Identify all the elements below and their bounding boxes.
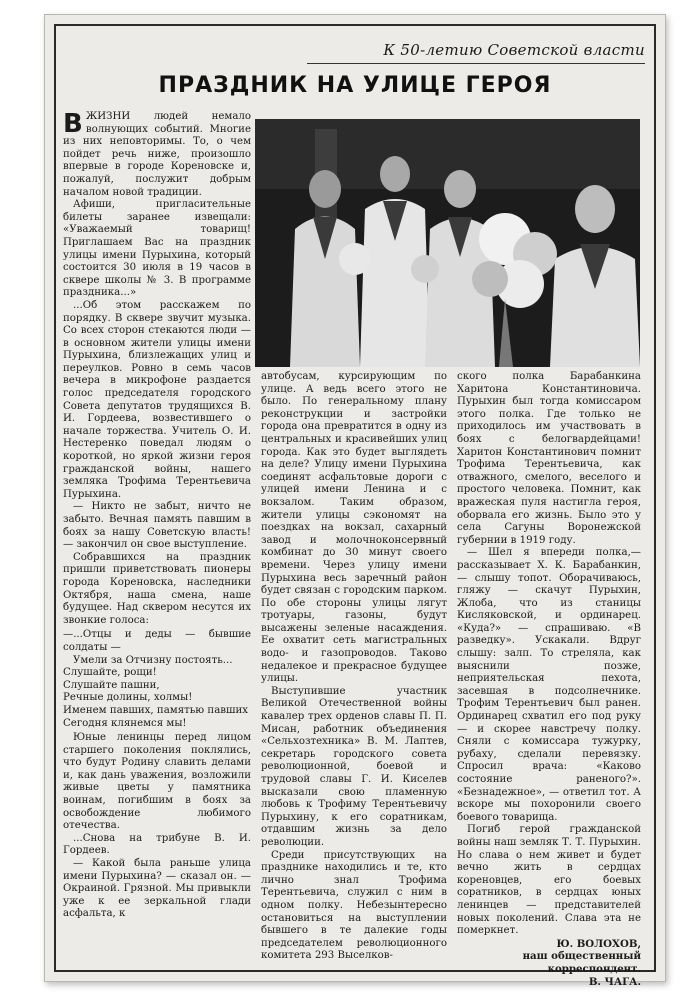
signature-role: наш общественный bbox=[522, 950, 641, 963]
paragraph: автобусам, курсирующим по улице. А ведь всего этого не было. По генеральному плану реконструкции и застройки города она превратится в одну из центральных и красивейших улиц города. Как это будет выглядеть на деле? Улицу имени Пурыхина соединят асфальтовые дороги с улицей имени Ленина и с вокзалом. Таким образом, жители улицы сэкономят на поездках на вокзал, сахарный завод и молочноконсервный комбинат до 30 минут своего времени. Через улицу имени Пурыхина весь заречный район будет связан с городским парком. По обе стороны улицы лягут тротуары, газоны, будут высажены зеленые насаждения. Ее охватит сеть магистральных водо- и газопроводов. Таково недалекое и прекрасное будущее улицы. bbox=[261, 371, 447, 685]
photo-image bbox=[255, 119, 640, 367]
paragraph: ...Снова на трибуне В. И. Гордеев. bbox=[63, 832, 251, 857]
poem-line: Именем павших, памятью павших bbox=[63, 704, 249, 716]
poem-line: Сегодня клянемся мы! bbox=[63, 717, 187, 729]
photo-pioneers-with-flowers bbox=[255, 119, 640, 367]
paragraph: — Шел я впереди полка,— рассказывает Х. К. Барабанкин, — слышу топот. Оборачиваюсь, гляжу — скачут Пурыхин, Жлоба, что из станицы Кисляковской, и ординарец. «Куда?» — спрашиваю. «В разведку». Ускакали. Вдруг слышу: залп. То стреляла, как выяснили позже, неприятельская пехота, засевшая в подсолнечнике. Трофим Терентьевич был ранен. Ординарец схватил его под руку — и скорее навстречу полку. Сняли с комиссара тужурку, рубаху, сделали перевязку. Спросил врача: «Каково состояние раненого?». «Безнадежное», — ответил тот. А вскоре мы похоронили своего боевого товарища. bbox=[457, 547, 641, 823]
newspaper-clipping bbox=[44, 14, 666, 988]
paragraph: ...Об этом расскажем по порядку. В сквере звучит музыка. Со всех сторон стекаются люди — в основном жители улицы имени Пурыхина, близлежащих улиц и переулков. Ровно в семь часов вечера в микрофоне раздается голос председателя городского Совета депутатов трудящихся В. И. Гордеева, возвестившего о начале торжества. Учитель О. И. Нестеренко поведал людям о короткой, но яркой жизни героя гражданской войны, нашего земляка Трофима Терентьевича Пурыхина. bbox=[63, 299, 251, 500]
paragraph: ского полка Барабанкина Харитона Константиновича. Пурыхин был тогда комиссаром этого полка. Где только не приходилось им участвовать в боях с белогвардейцами! Харитон Константинович помнит Трофима Терентьевича, как отважного, смелого, веселого и простого человека. Помнит, как вражеская пуля настигла героя, оборвала его жизнь. Было это у села Сагуны Воронежской губернии в 1919 году. bbox=[457, 371, 641, 546]
rubric-rule bbox=[307, 63, 645, 64]
paragraph: Афиши, пригласительные билеты заранее извещали: «Уважаемый товарищ! Приглашаем Вас на праздник улицы имени Пурыхина, который состоится 30 июля в 19 часов в сквере школы № 3. В программе праздника...» bbox=[63, 199, 251, 299]
drop-cap: В bbox=[63, 109, 83, 139]
headline: ПРАЗДНИК НА УЛИЦЕ ГЕРОЯ bbox=[158, 73, 552, 98]
paragraph: Среди присутствующих на празднике находились и те, кто лично знал Трофима Терентьевича, служил с ним в одном полку. Небезынтересно остановиться на выступлении бывшего в те далекие годы председателем революционного комитета 293 Выселков- bbox=[261, 849, 447, 962]
signature-author: Ю. ВОЛОХОВ, bbox=[556, 937, 641, 950]
article-column-1 bbox=[63, 111, 251, 971]
rubric: К 50-летию Советской власти bbox=[383, 41, 645, 59]
paragraph: — Никто не забыт, ничто не забыто. Вечная память павшим в боях за нашу Советскую власть! — закончил он свое выступление. bbox=[63, 501, 251, 551]
lead-text: ЖИЗНИ людей немало волнующих событий. Многие из них неповторимы. То, о чем пойдет речь ниже, произошло впервые в городе Кореновске и, пожалуй, послужит добрым началом новой традиции. bbox=[63, 111, 251, 198]
poem-line: —...Отцы и деды — бывшие солдаты — bbox=[63, 629, 251, 653]
article-column-2 bbox=[261, 371, 447, 969]
paragraph: Выступившие участник Великой Отечественной войны кавалер трех орденов славы П. П. Мисан, работник объединения «Сельхозтехника» В. М. Лаптев, секретарь городского совета революционной, боевой и трудовой славы Г. И. Киселев высказали свою пламенную любовь к Трофиму Терентьевичу Пурыхину, к его соратникам, отдавшим жизнь за дело революции. bbox=[261, 685, 447, 848]
paragraph: — Какой была раньше улица имени Пурыхина? — сказал он. — Окраиной. Грязной. Мы привыкли уже к ее зеркальной глади асфальта, к bbox=[63, 858, 251, 920]
paragraph: Собравшихся на праздник пришли приветствовать пионеры города Кореновска, наследники Октября, наша смена, наше будущее. Над сквером несутся их звонкие голоса: bbox=[63, 551, 251, 626]
paragraph: Погиб герой гражданской войны наш земляк Т. Т. Пурыхин. Но слава о нем живет и будет вечно жить в сердцах кореновцев, его боевых соратников, в сердцах юных ленинцев — представителей новых поколений. Слава эта не померкнет. bbox=[457, 824, 641, 937]
poem-line: Речные долины, холмы! bbox=[63, 692, 193, 704]
poem bbox=[63, 629, 251, 730]
article-column-3 bbox=[457, 371, 641, 988]
poem-line: Умели за Отчизну постоять... bbox=[73, 654, 233, 666]
paragraph: Юные ленинцы перед лицом старшего поколения поклялись, что будут Родину славить делами и, как дань уважения, возложили живые цветы у памятника воинам, погибшим в боях за освобождение любимого отечества. bbox=[63, 732, 251, 832]
signature-role: корреспондент. bbox=[547, 962, 641, 975]
signature-author: В. ЧАГА. bbox=[588, 975, 641, 988]
poem-line: Слушайте пашни, bbox=[63, 679, 160, 691]
lead-paragraph bbox=[63, 111, 251, 199]
poem-line: Слушайте, рощи! bbox=[63, 667, 157, 679]
